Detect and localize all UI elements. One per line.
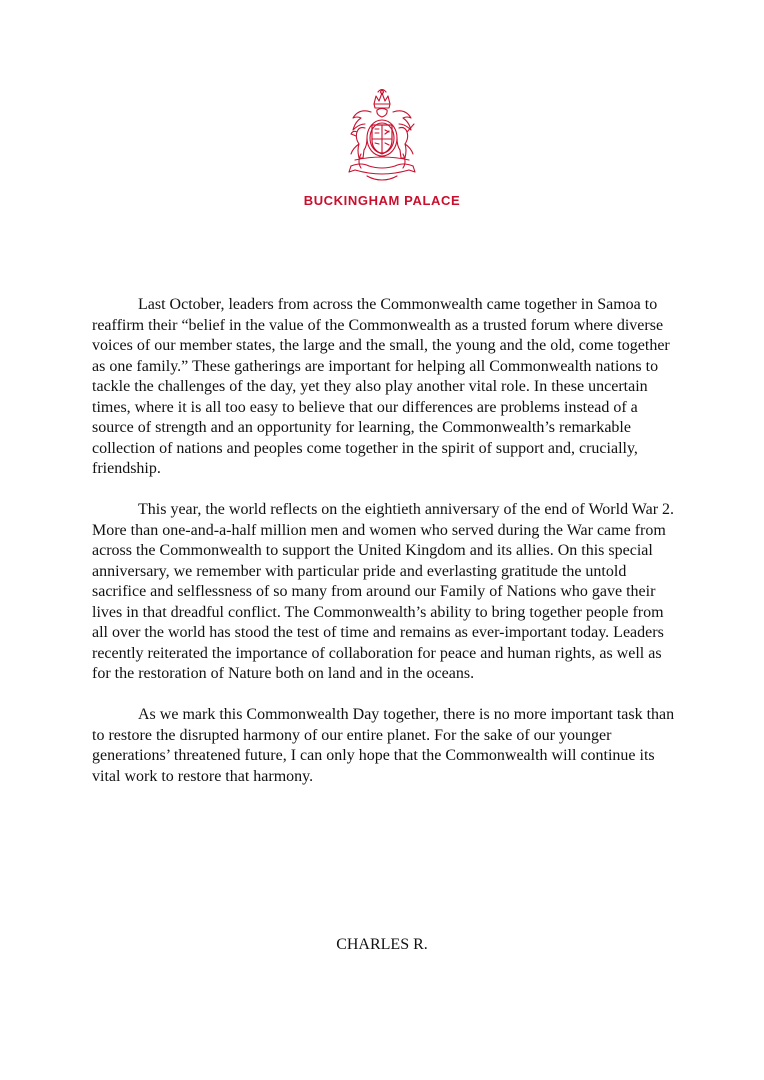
paragraph-3: As we mark this Commonwealth Day together, there is no more important task than to restore the disrupted harmony of our entire planet. For the sake of our younger generations’ threatened future, I can only hope that the Commonwealth will continue its vital work to restore that harmony. bbox=[92, 706, 675, 785]
signature: CHARLES R. bbox=[336, 936, 428, 953]
paragraph-2: This year, the world reflects on the eightieth anniversary of the end of World War 2. More than one-and-a-half million men and women who served during the War came from across the Commonwealth to support the United Kingdom and its allies. On this special anniversary, we remember with particular pride and everlasting gratitude the untold sacrifice and selflessness of so many from around our Family of Nations who gave their lives in that dreadful conflict. The Commonwealth’s ability to bring together people from all over the world has stood the test of time and remains as ever-important today. Leaders recently reiterated the importance of collaboration for peace and human rights, as well as for the restoration of Nature both on land and in the oceans. bbox=[92, 501, 675, 682]
palace-name: BUCKINGHAM PALACE bbox=[303, 193, 461, 208]
letterhead bbox=[0, 88, 764, 208]
royal-coat-of-arms-icon bbox=[341, 88, 423, 184]
paragraph-1: Last October, leaders from across the Commonwealth came together in Samoa to reaffirm their “belief in the value of the Commonwealth as a trusted forum where diverse voices of our member states, the large and the small, the young and the old, come together as one family.” These gatherings are important for helping all Commonwealth nations to tackle the challenges of the day, yet they also play another vital role. In these uncertain times, where it is all too easy to believe that our differences are problems instead of a source of strength and an opportunity for learning, the Commonwealth’s remarkable collection of nations and peoples come together in the spirit of support and, crucially, friendship. bbox=[92, 296, 670, 477]
message-body bbox=[92, 295, 678, 808]
